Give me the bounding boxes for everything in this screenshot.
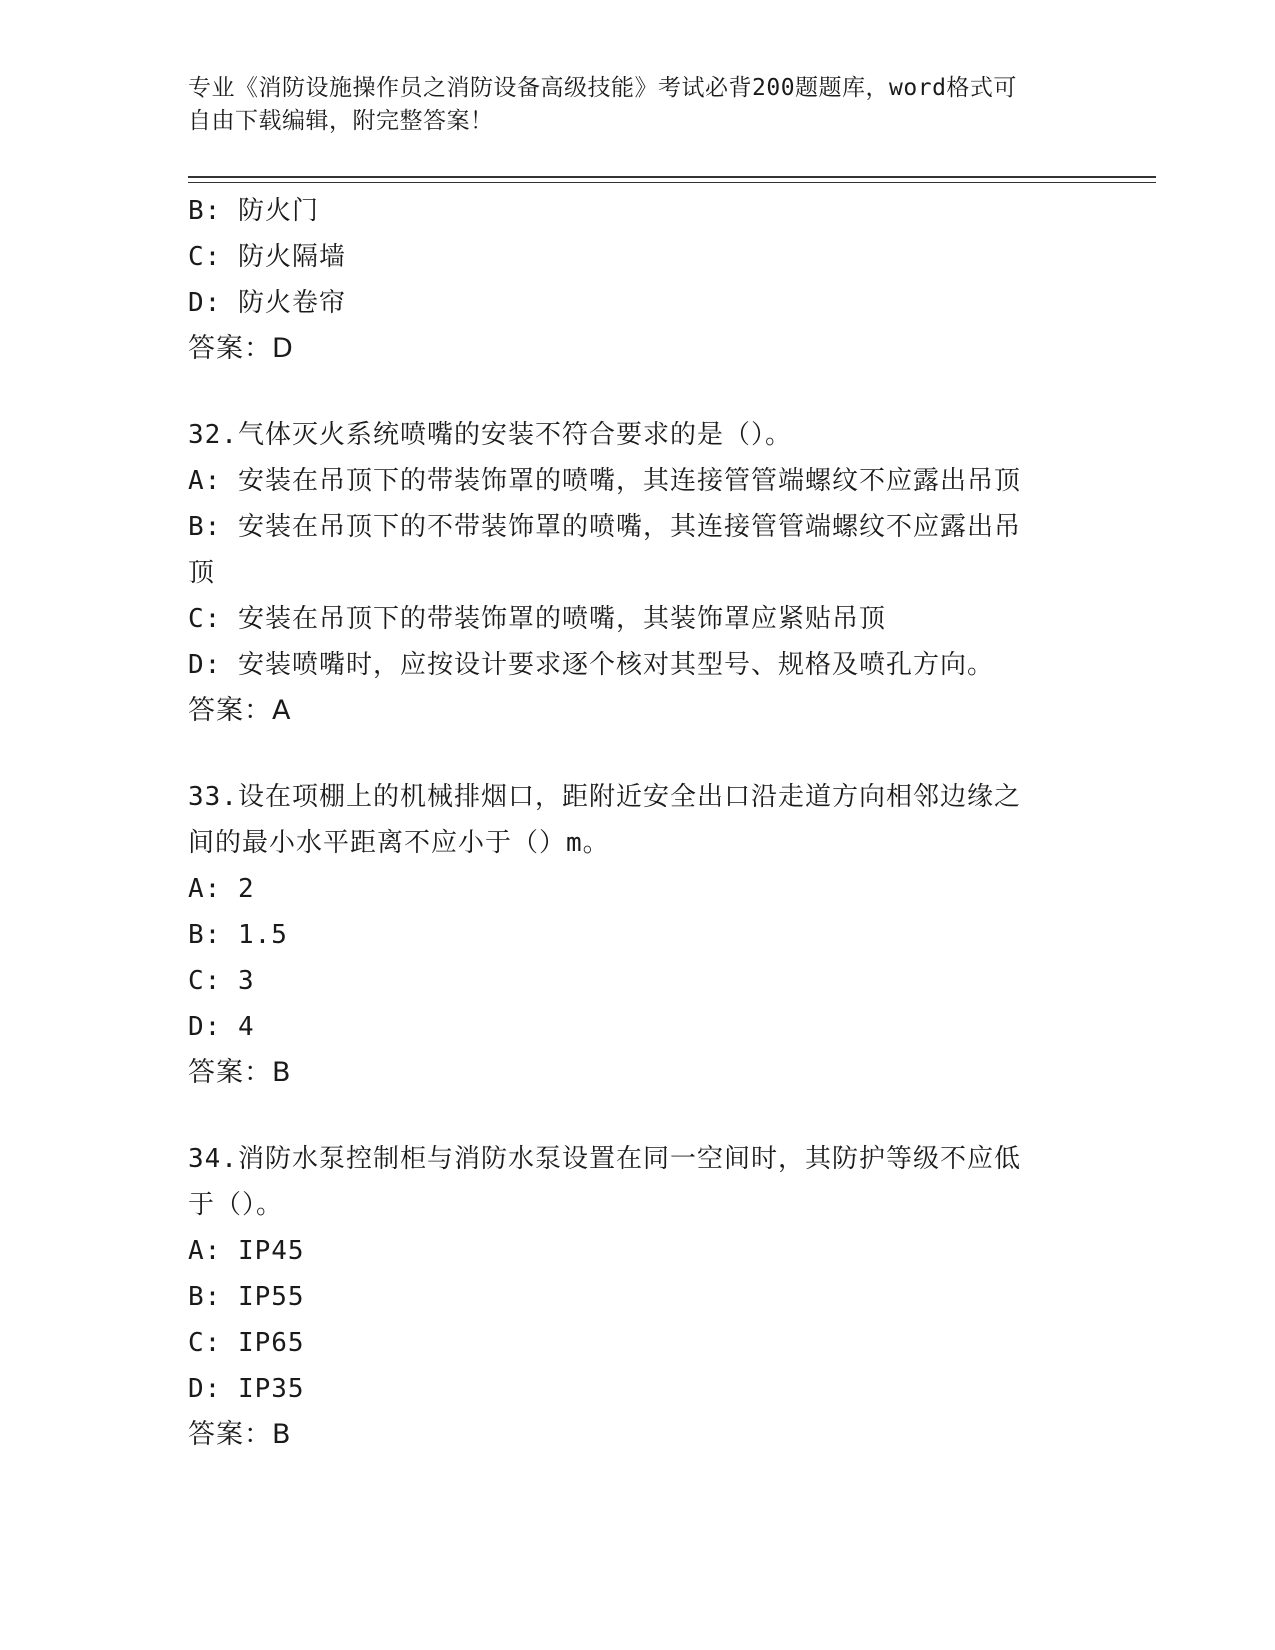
answer-line: 答案：B: [188, 1419, 292, 1450]
option-line: B: 防火门: [188, 196, 319, 226]
question-stem: 32.气体灭火系统喷嘴的安装不符合要求的是（）。: [188, 420, 792, 450]
question-stem-continued: 间的最小水平距离不应小于（）m。: [188, 828, 610, 858]
option-line: A: IP45: [188, 1236, 305, 1266]
option-line: B: IP55: [188, 1282, 305, 1312]
option-line: D: 防火卷帘: [188, 288, 346, 318]
answer-line: 答案：A: [188, 695, 292, 726]
answer-line: 答案：B: [188, 1057, 292, 1088]
question-33: [188, 774, 1088, 1096]
question-stem: 34.消防水泵控制柜与消防水泵设置在同一空间时，其防护等级不应低: [188, 1144, 1021, 1174]
document-body: [188, 188, 1088, 1498]
question-stem: 33.设在项棚上的机械排烟口，距附近安全出口沿走道方向相邻边缘之: [188, 782, 1021, 812]
header-rule-thick: [188, 176, 1156, 178]
question-stem-continued: 于（）。: [188, 1190, 284, 1220]
partial-question: [188, 188, 1088, 372]
header-line-2: 自由下载编辑，附完整答案！: [188, 108, 494, 134]
answer-line: 答案：D: [188, 333, 294, 364]
option-line: B: 1.5: [188, 920, 288, 950]
option-line: D: IP35: [188, 1374, 305, 1404]
option-line: C: 安装在吊顶下的带装饰罩的喷嘴，其装饰罩应紧贴吊顶: [188, 604, 886, 634]
option-line: C: 防火隔墙: [188, 242, 346, 272]
option-line: D: 安装喷嘴时，应按设计要求逐个核对其型号、规格及喷孔方向。: [188, 650, 994, 680]
option-line: A: 安装在吊顶下的带装饰罩的喷嘴，其连接管管端螺纹不应露出吊顶: [188, 466, 1021, 496]
header-line-1: 专业《消防设施操作员之消防设备高级技能》考试必背200题题库，word格式可: [188, 75, 1017, 101]
question-32: [188, 412, 1088, 734]
question-34: [188, 1136, 1088, 1458]
option-line-continued: 顶: [188, 558, 216, 588]
option-line: C: IP65: [188, 1328, 305, 1358]
document-header: [188, 72, 1088, 138]
header-rule-thin: [188, 182, 1156, 183]
option-line: D: 4: [188, 1012, 255, 1042]
option-line: B: 安装在吊顶下的不带装饰罩的喷嘴，其连接管管端螺纹不应露出吊: [188, 512, 1021, 542]
option-line: A: 2: [188, 874, 255, 904]
option-line: C: 3: [188, 966, 255, 996]
